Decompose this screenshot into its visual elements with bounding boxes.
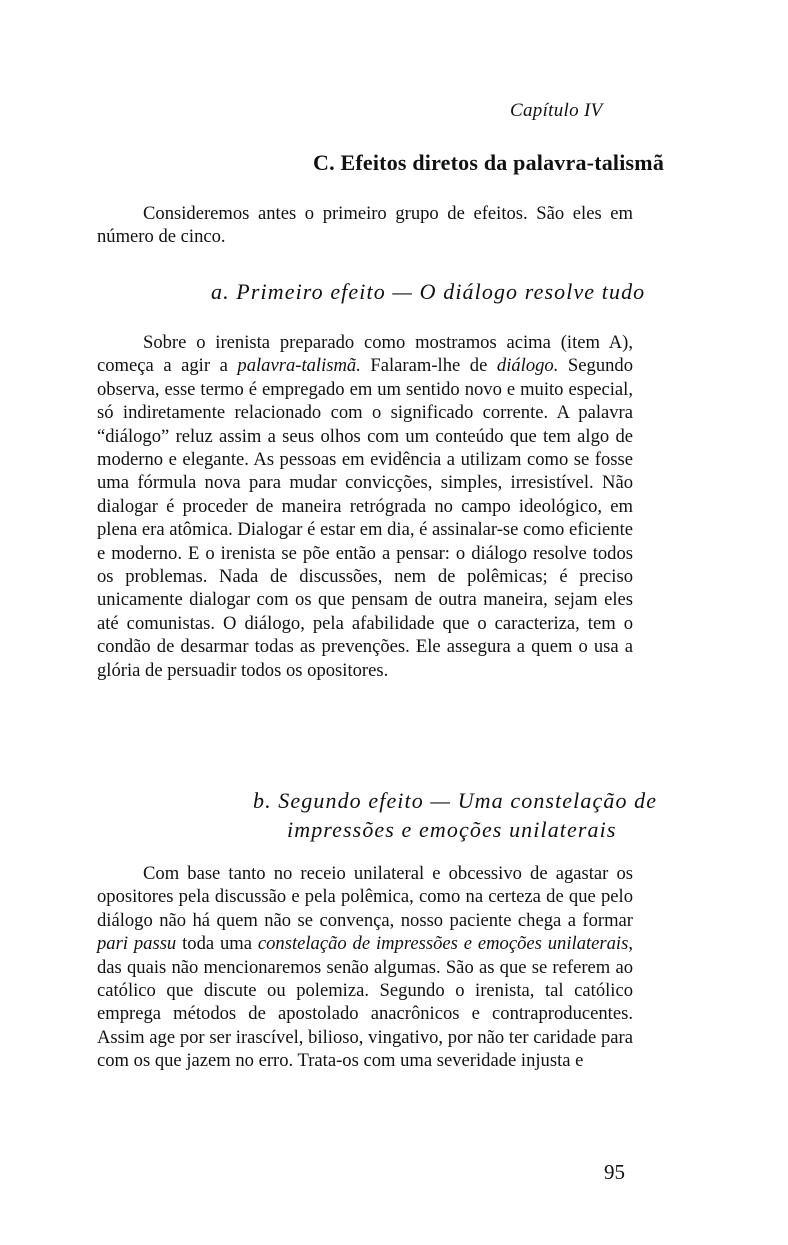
emphasis-text: diálogo. [496,355,559,377]
subsection-a-heading: a. Primeiro efeito — O diálogo resolve tudo [211,279,646,304]
subsection-b-heading [253,786,657,844]
paragraph-text: das quais não mencionaremos senão algumas. São as que se referem ao católico que discute ou polemiza. Segundo o irenista, tal católico emprega métodos de apostolado anacrônicos e contraproducentes. Assim age por ser irascível, bilioso, vingativo, por não ter caridade para com os que jazem no erro. Trata-os com uma severidade injusta e [97,956,633,1072]
section-title: C. Efeitos diretos da palavra-talismã [313,150,665,175]
paragraph-text: Com base tanto no receio unilateral e obcessivo de agastar os opositores pela discussão e pela polêmica, como na certeza de que pelo diálogo não há quem não se convença, nosso paciente chega a formar [97,863,633,931]
page-number: 95 [604,1160,625,1184]
subsection-b-heading-line2: impressões e emoções unilaterais [287,817,617,842]
intro-paragraph: Consideremos antes o primeiro grupo de efeitos. São eles em número de cinco. [97,203,633,248]
paragraph-text: Segundo observa, esse termo é empregado em um sentido novo e muito especial, só indiretamente relacionado com o significado corrente. A palavra “diálogo” reluz assim a seus olhos com um conteúdo que tem algo de moderno e elegante. As pessoas em evidência a utilizam como se fosse uma fórmula nova para mudar convicções, simples, irresistível. Não dialogar é proceder de maneira retrógrada no campo ideológico, em plena era atômica. Dialogar é estar em dia, é assinalar-se como eficiente e moderno. E o irenista se põe então a pensar: o diálogo resolve todos os problemas. Nada de discussões, nem de polêmicas; é preciso unicamente dialogar com os que pensam de outra maneira, sejam eles até comunistas. O diálogo, pela afabilidade que o caracteriza, tem o condão de desarmar todas as prevenções. Ele assegura a quem o usa a glória de persuadir todos os opositores. [97,355,634,681]
paragraph-text: Sobre o irenista preparado como mostramos acima (item A), começa a agir a [97,332,633,377]
emphasis-text: constelação de impressões e emoções unilaterais, [257,933,633,955]
paragraph-text: toda uma [176,933,258,955]
running-head: Capítulo IV [510,100,603,121]
emphasis-text: palavra-talismã. [237,355,361,377]
subsection-a-paragraph [97,331,633,682]
emphasis-text: pari passu [97,933,177,955]
paragraph-text: Falaram-lhe de [360,355,497,377]
subsection-b-heading-line1: b. Segundo efeito — Uma constelação de [253,788,658,813]
subsection-b-paragraph [97,862,633,1073]
